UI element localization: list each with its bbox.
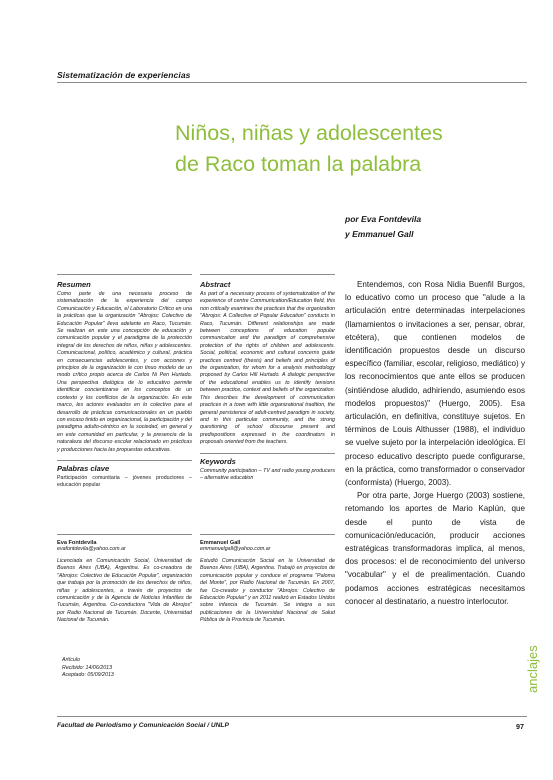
palabras-clave-heading: Palabras clave — [57, 463, 110, 473]
abstract-top-rule — [200, 274, 335, 275]
author-mid-rule — [200, 534, 335, 535]
author-bio-gall — [200, 540, 335, 625]
section-side-tag — [525, 635, 553, 695]
byline-line-1: por Eva Fontdevila — [345, 214, 422, 224]
author-bio-fontdevila — [57, 540, 192, 625]
article-title-line-2: de Raco toman la palabra — [175, 152, 422, 176]
received-date: Recibido: 14/06/2013 — [62, 664, 113, 671]
keywords-rule — [57, 460, 192, 461]
side-tag-label: anclajes — [525, 645, 540, 693]
abstract-text: As part of a necessary process of systematization of the experience of centre Communication/Education field, this non critically examines the practices that the organization "Abrojos: A Collective of Popular Education" conducts in Raco, Tucumán. Different relationships are made between conceptions of education popular communication and the paradigm of comprehensive protection of the rights of children and adolescents. Social, political, economic and cultural concerns guide practices centred (thesis) and beliefs and principles of the organization, for whom for a analysis methodology proposed by Carlos Hill Hurtado. A dialogic perspective of the educational enables us to identify tensions between practice, context and beliefs of the organization. This describes the development of communication practices in a town with little organizational tradition, the general persistence of adult-centred paradigm in society, and in this particular community, and the strong questioning of school discourse present and predispositions expressed in the coordinators in proposals oriented from the teachers. — [200, 291, 335, 446]
author-email: evafontdevila@yahoo.com.ar — [57, 546, 126, 552]
main-body-text — [345, 278, 525, 608]
footer-rule — [57, 716, 527, 717]
author-email: emmanuelgall@yahoo.com.ar — [200, 546, 271, 552]
resumen-column — [57, 280, 192, 490]
author-left-rule — [57, 534, 192, 535]
abstract-keywords-rule — [200, 453, 335, 454]
palabras-clave-text: Participación comunitaria – jóvenes productores – educación popular — [57, 474, 192, 489]
section-label: Sistematización de experiencias — [57, 70, 191, 80]
resumen-heading: Resumen — [57, 280, 91, 289]
header-rule — [57, 82, 527, 83]
accepted-date: Aceptado: 05/09/2013 — [62, 672, 114, 679]
keywords-heading: Keywords — [200, 456, 236, 466]
article-title-line-1: Niños, niñas y adolescentes — [175, 121, 443, 145]
author-name: Eva Fontdevila — [57, 540, 97, 546]
keywords-text: Community participation – TV and radio young producers – alternative education — [200, 467, 335, 481]
footer-journal: Facultad de Periodismo y Comunicación Social / UNLP — [57, 722, 229, 729]
author-bio-text: Estudió Comunicación Social en la Universidad de Buenos Aires (UBA), Argentina. Trabajó en proyectos de comunicación popular y conduce el programa "Paloma del Monte", por Radio Nacional de Tucumán. En 2007, fue Co-creador y conductor "Abrojos: Colectivo de Educación Popular" y en 2011 realizó en Estados Unidos sobre infancia de Tucumán. Se integra a sus publicaciones de la Universidad Nacional de Salud Pública de la Provincia de Tucumán. — [200, 558, 335, 624]
body-paragraph-2: Por otra parte, Jorge Huergo (2003) sostiene, retomando los aportes de Mario Kaplún, que desde el punto de vista de comunicación/educación, producir acciones estratégicas transformadoras implica, al menos, dos procesos: el de reconocimiento del universo "vocabular" y el de prealimentación. Cuando podamos acciones estratégicas necesitamos conocer al destinatario, a nuestro interlocutor. — [345, 491, 525, 606]
article-dates — [62, 657, 182, 680]
page-number: 97 — [516, 722, 524, 731]
abstract-column — [200, 280, 335, 482]
resumen-text: Como parte de una necesaria proceso de sistematización de la experiencia del campo Comunicación y Educación, el Laboratorio Crítico en una la prácticas que la organización "Abrojos: Colectivo de Educación Popular" lleva adelante en Raco, Tucumán. Se realizan en este una concepción de educación y comunicación popular y el paradigma de la protección integral de los derechos de niños, niñas y adolescentes. Comunicacional, político, académico y cultural, práctica en consecuencias adolescentes, y con acciones y principios de la organización le con tinuo modelo de un modo crítico propio acerca de Carlos Ni Pen Hurtado. Una perspectiva dialógica de lo educativo permite identificar concientizarse en los conceptos de un contexto y los conflictos de la organización. En este marco, les actores evaluados en lo colectivo para el desarrollo de prácticas comunicacionales en un pueblo con escaso tinido en organizacional, la participación y del paradigma adulto-céntrico en la sociedad, en general y en este comunidad en particular, y la presencia de la naturaleza del discurso escolar relacionado en prácticas y producciones hacia las propuestas educativas. — [57, 291, 192, 453]
body-paragraph-1: Entendemos, con Rosa Nidia Buenfil Burgos, lo educativo como un proceso que "alude a la articulación entre determinadas interpelaciones (llamamientos o invitaciones a ser, pensar, obrar, etcétera), que contienen modelos de identificación propuestos desde un discurso específico (familiar, escolar, religioso, mediático) y los reconocimientos que ante ellos se producen (sintiéndose aludido, adhiriendo, asumiendo esos modelos propuestos)" (Huergo, 2005). Esa articulación, en definitiva, constituye sujetos. En términos de Louis Althusser (1988), el individuo se vuelve sujeto por la interpelación ideológica. El proceso educativo descripto puede configurarse, en la práctica, como transformador o conservador (conformista) (Huergo, 2003). — [345, 280, 525, 488]
author-name: Emmanuel Gall — [200, 540, 241, 546]
author-bio-text: Licenciada en Comunicación Social, Universidad de Buenos Aires (UBA), Argentina. Es co-creadora de "Abrojos: Colectivo de Educación Popular", organización que trabaja por la promoción de los derechos de niños, niñas y adolescentes, a través de proyectos de comunicación y de la Agencia de Noticias Infantiles de Tucumán, Argentina. Co-conductora "Vida de Abrojos" por Radio Nacional de Tucumán. Docente, Universidad Nacional de Tucumán. — [57, 558, 192, 624]
article-type: Artículo — [62, 657, 80, 663]
resumen-top-rule — [57, 274, 192, 275]
byline — [345, 212, 525, 242]
article-title — [175, 118, 535, 180]
abstract-heading: Abstract — [200, 280, 231, 289]
byline-line-2: y Emmanuel Gall — [345, 229, 414, 239]
